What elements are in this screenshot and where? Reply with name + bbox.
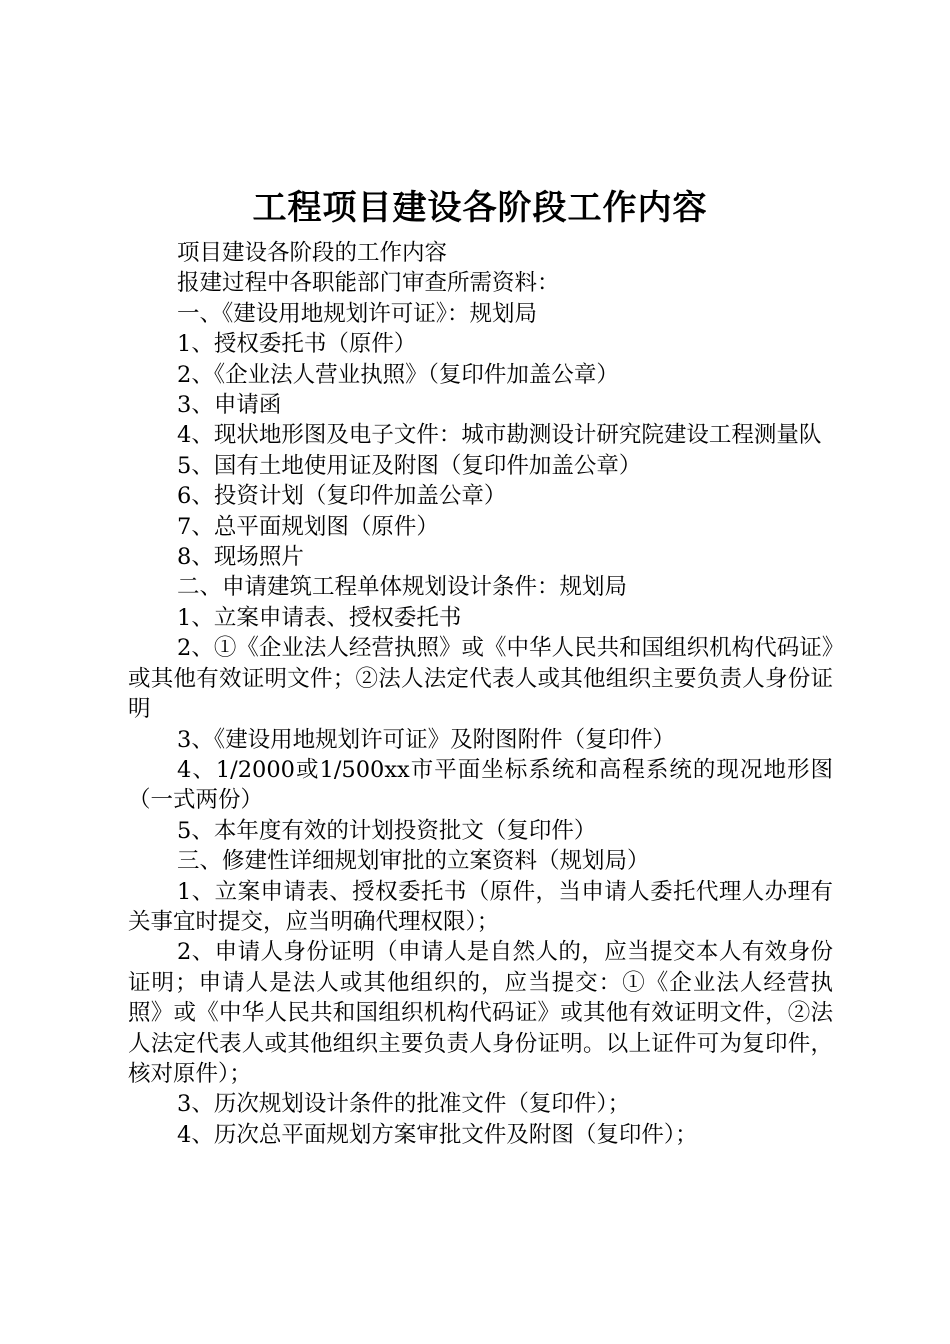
section-heading: 三、修建性详细规划审批的立案资料（规划局） (177, 848, 650, 875)
list-item: 6、投资计划（复印件加盖公章） (177, 483, 507, 510)
document-body (128, 238, 833, 1150)
list-item: 8、现场照片 (177, 544, 304, 571)
section-heading: 二、申请建筑工程单体规划设计条件：规划局 (177, 574, 628, 601)
list-item: 4、历次总平面规划方案审批文件及附图（复印件）； (177, 1121, 698, 1148)
document-title: 工程项目建设各阶段工作内容 (252, 188, 708, 228)
paragraph: 报建过程中各职能部门审查所需资料： (177, 270, 560, 297)
list-item: 5、国有土地使用证及附图（复印件加盖公章） (177, 452, 642, 479)
section-heading: 一、《建设用地规划许可证》：规划局 (177, 300, 538, 327)
list-item: 4、1/2000或1/500xx市平面坐标系统和高程系统的现况地形图（一式两份） (128, 756, 833, 814)
list-item: 7、总平面规划图（原件） (177, 513, 439, 540)
list-item: 4、现状地形图及电子文件：城市勘测设计研究院建设工程测量队 (177, 422, 822, 449)
paragraph: 项目建设各阶段的工作内容 (177, 240, 448, 266)
list-item: 3、申请函 (177, 392, 282, 419)
list-item: 1、立案申请表、授权委托书（原件，当申请人委托代理人办理有关事宜时提交，应当明确代理权限）； (128, 878, 833, 935)
list-item: 5、本年度有效的计划投资批文（复印件） (177, 817, 597, 844)
list-item: 2、《企业法人营业执照》（复印件加盖公章） (177, 361, 619, 388)
list-item: 3、历次规划设计条件的批准文件（复印件）； (177, 1091, 631, 1118)
list-item: 2、①《企业法人经营执照》或《中华人民共和国组织机构代码证》或其他有效证明文件；②法人法定代表人或其他组织主要负责人身份证明 (128, 635, 833, 723)
list-item: 1、立案申请表、授权委托书 (177, 604, 462, 631)
list-item: 2、申请人身份证明（申请人是自然人的，应当提交本人有效身份证明；申请人是法人或其他组织的，应当提交：①《企业法人经营执照》或《中华人民共和国组织机构代码证》或其他有效证明文件，②法人法定代表人或其他组织主要负责人身份证明。以上证件可为复印件，核对原件）； (128, 939, 833, 1087)
list-item: 3、《建设用地规划许可证》及附图附件（复印件） (177, 726, 676, 753)
list-item: 1、授权委托书（原件） (177, 331, 417, 358)
